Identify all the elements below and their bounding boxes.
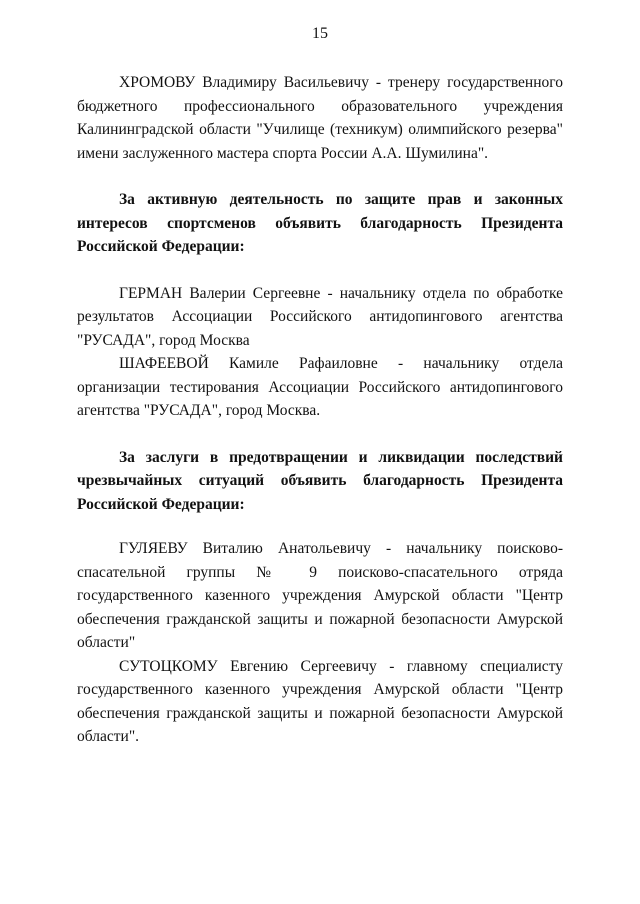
award-paragraph-gulyaev: ГУЛЯЕВУ Виталию Анатольевичу - начальнику поисково-спасательной группы № 9 поисково-спасательного отряда государственного казенного учреждения Амурской области "Центр обеспечения гражданской защиты и пожарной безопасности Амурской области" bbox=[77, 540, 563, 651]
page-number: 15 bbox=[312, 25, 328, 42]
section-spacer bbox=[77, 165, 563, 188]
section-spacer bbox=[77, 423, 563, 446]
award-paragraph-khromov: ХРОМОВУ Владимиру Васильевичу - тренеру государственного бюджетного профессионального образовательного учреждения Калининградской области "Училище (техникум) олимпийского резерва" имени заслуженного мастера спорта России А.А. Шумилина". bbox=[77, 74, 563, 162]
section-spacer bbox=[77, 259, 563, 282]
section-heading-athlete-rights: За активную деятельность по защите прав и законных интересов спортсменов объявить благодарность Президента Российской Федерации: bbox=[77, 191, 563, 255]
award-paragraph-shafeeva: ШАФЕЕВОЙ Камиле Рафаиловне - начальнику отдела организации тестирования Ассоциации Российского антидопингового агентства "РУСАДА", город Москва. bbox=[77, 355, 563, 419]
document-body bbox=[77, 71, 563, 749]
award-paragraph-german: ГЕРМАН Валерии Сергеевне - начальнику отдела по обработке результатов Ассоциации Российского антидопингового агентства "РУСАДА", город Москва bbox=[77, 284, 563, 349]
section-spacer bbox=[77, 516, 563, 537]
award-paragraph-sutotskiy: СУТОЦКОМУ Евгению Сергеевичу - главному специалисту государственного казенного учреждения Амурской области "Центр обеспечения гражданской защиты и пожарной безопасности Амурской области". bbox=[77, 657, 563, 745]
section-heading-emergency: За заслуги в предотвращении и ликвидации последствий чрезвычайных ситуаций объявить благодарность Президента Российской Федерации: bbox=[77, 448, 563, 513]
